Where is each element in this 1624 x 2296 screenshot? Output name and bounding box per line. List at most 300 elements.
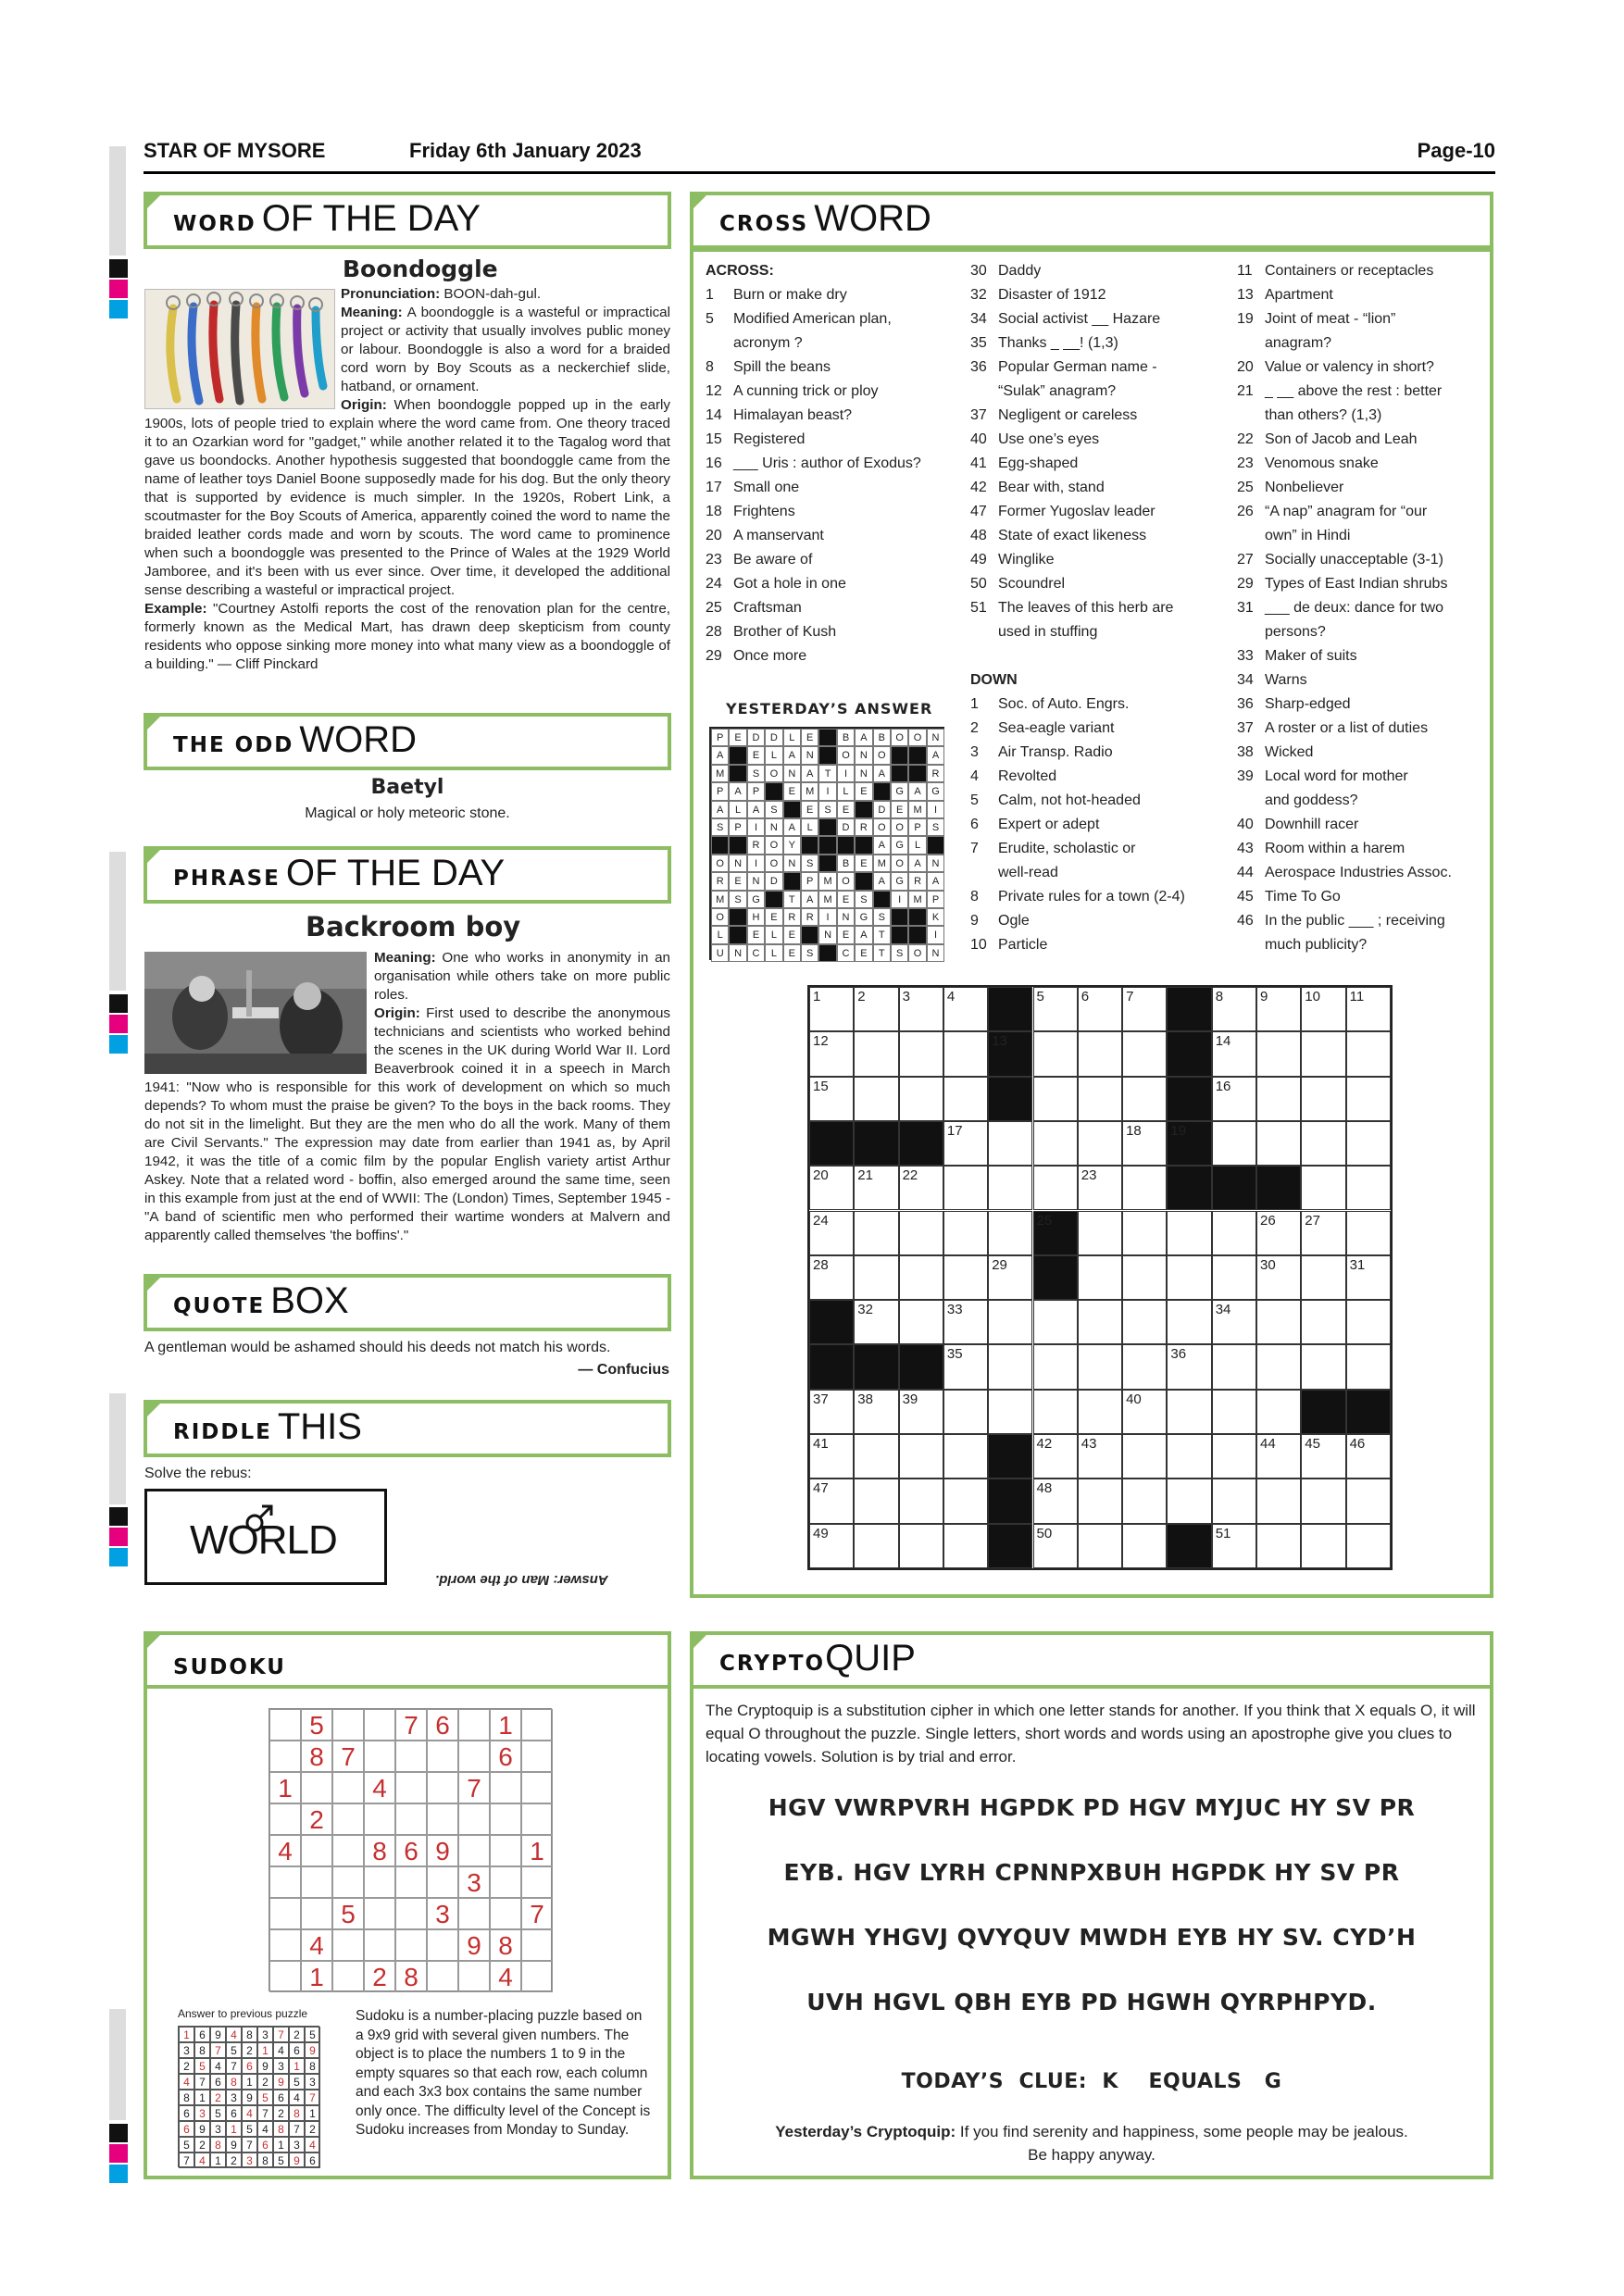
sudoku-cell[interactable] [269,1898,301,1929]
sudoku-cell[interactable] [490,1803,521,1835]
sudoku-cell[interactable] [490,1772,521,1803]
sudoku-cell[interactable]: 2 [301,1803,332,1835]
crossword-cell[interactable] [1122,1166,1167,1210]
crossword-cell[interactable] [1301,1077,1345,1121]
sudoku-cell[interactable] [521,1772,553,1803]
crossword-cell[interactable] [1212,1031,1256,1076]
crossword-cell[interactable] [1256,1524,1301,1568]
crossword-cell[interactable] [1256,1344,1301,1389]
clue-number: 35 [970,335,987,351]
crossword-cell[interactable] [1078,1300,1122,1344]
crossword-cell[interactable] [1256,1121,1301,1166]
sudoku-cell[interactable]: 9 [458,1929,490,1961]
crossword-cell[interactable] [1212,987,1256,1031]
crossword-cell[interactable] [988,1211,1032,1255]
crossword-cell[interactable] [1346,1524,1391,1568]
crossword-cell[interactable] [988,1121,1032,1166]
sudoku-cell[interactable]: 8 [364,1835,395,1866]
word-of-day-text [144,285,670,674]
sudoku-cell[interactable]: 2 [364,1961,395,1992]
crossword-cell[interactable] [1078,1255,1122,1300]
crossword-cell[interactable] [1212,1524,1256,1568]
clue-number: 8 [706,359,714,375]
crossword-cell[interactable] [809,1255,854,1300]
crossword-cell[interactable] [854,1390,898,1434]
yesterday-cell [855,836,872,854]
sudoku-cell[interactable] [458,1709,490,1741]
sudoku-cell[interactable] [332,1709,364,1741]
answer-cell: 4 [194,2152,210,2168]
corner-flag-icon [144,192,164,212]
sudoku-cell[interactable] [269,1866,301,1898]
clue-number: 16 [706,455,722,471]
sudoku-cell[interactable] [332,1772,364,1803]
crossword-cell[interactable] [1256,1479,1301,1523]
crossword-cell[interactable] [1122,1524,1167,1568]
yesterday-cell [837,836,855,854]
sudoku-cell[interactable]: 1 [521,1835,553,1866]
crossword-cell[interactable] [1346,1479,1391,1523]
crossword-cell[interactable] [1033,1031,1078,1076]
sudoku-cell[interactable]: 7 [395,1709,427,1741]
crossword-cell[interactable] [1122,1031,1167,1076]
crossword-cell[interactable] [1256,987,1301,1031]
crossword-cell[interactable] [988,1390,1032,1434]
crossword-cell[interactable] [1122,1121,1167,1166]
yesterday-cell: E [801,729,818,746]
crossword-cell[interactable] [1256,1077,1301,1121]
sudoku-cell[interactable] [427,1803,458,1835]
crossword-cell[interactable] [1167,1479,1211,1523]
rebus-word: WORLD [190,1517,337,1563]
clue-text: Value or valency in short? [1265,359,1434,375]
crossword-cell[interactable] [1033,1077,1078,1121]
crossword-cell[interactable] [988,1344,1032,1389]
crossword-cell[interactable] [1122,1211,1167,1255]
sudoku-cell[interactable] [395,1866,427,1898]
sudoku-cell[interactable] [395,1898,427,1929]
yesterday-cell: E [837,801,855,818]
crossword-cell[interactable] [1033,1434,1078,1479]
answer-cell: 8 [289,2105,305,2121]
sudoku-cell[interactable] [301,1898,332,1929]
crossword-cell[interactable] [1301,1344,1345,1389]
sudoku-cell[interactable] [521,1803,553,1835]
crossword-cell[interactable] [1167,1255,1211,1300]
sudoku-cell[interactable] [521,1709,553,1741]
crossword-cell[interactable] [1078,1479,1122,1523]
crossword-cell[interactable] [854,1524,898,1568]
clue-text: Soc. of Auto. Engrs. [998,696,1130,712]
crossword-cell[interactable] [1256,1255,1301,1300]
crossword-cell[interactable] [1078,1077,1122,1121]
sudoku-cell[interactable] [364,1898,395,1929]
sudoku-cell[interactable] [427,1961,458,1992]
crossword-cell[interactable] [809,987,854,1031]
crossword-cell[interactable] [943,1344,988,1389]
crossword-cell[interactable] [1301,1166,1345,1210]
sudoku-cell[interactable]: 8 [490,1929,521,1961]
crossword-cell[interactable] [1212,1344,1256,1389]
crossword-cell[interactable] [854,1211,898,1255]
crossword-cell[interactable] [809,1434,854,1479]
sudoku-cell[interactable] [332,1929,364,1961]
crossword-cell[interactable] [899,1300,943,1344]
clue-text: much publicity? [1265,937,1368,953]
yesterday-cell: O [711,908,729,926]
crossword-cell[interactable] [899,1211,943,1255]
sudoku-cell[interactable] [269,1929,301,1961]
crossword-cell[interactable] [1078,1166,1122,1210]
crossword-cell[interactable] [1033,1479,1078,1523]
title-big: OF THE DAY [261,198,481,239]
sudoku-cell[interactable]: 9 [427,1835,458,1866]
sudoku-cell[interactable] [458,1741,490,1772]
yesterday-cell: N [783,855,801,872]
sudoku-cell[interactable] [269,1741,301,1772]
yesterday-cell: B [873,729,891,746]
sudoku-cell[interactable] [364,1803,395,1835]
crossword-cell[interactable] [1033,1121,1078,1166]
crossword-cell[interactable] [899,1031,943,1076]
sudoku-cell[interactable] [521,1929,553,1961]
title-big: WORD [814,198,931,239]
clue-number: 33 [1237,648,1254,664]
crossword-cell[interactable] [943,1390,988,1434]
crossword-cell[interactable] [1122,1255,1167,1300]
clue-text: persons? [1265,624,1326,640]
clue-text: Room within a harem [1265,841,1405,856]
clue-text: Social activist __ Hazare [998,311,1161,327]
registration-cyan [109,300,128,318]
yesterday-cell: A [873,836,891,854]
crossword-cell[interactable] [1346,1077,1391,1121]
sudoku-cell[interactable] [269,1961,301,1992]
crossword-cell[interactable] [809,1390,854,1434]
sudoku-cell[interactable] [332,1835,364,1866]
crossword-cell[interactable] [943,1166,988,1210]
crossword-cell[interactable] [1301,1300,1345,1344]
answer-cell: 1 [179,2027,194,2042]
crossword-cell[interactable] [1212,1390,1256,1434]
sudoku-cell[interactable]: 6 [490,1741,521,1772]
crossword-cell[interactable] [1122,1344,1167,1389]
crossword-cell[interactable] [1346,1211,1391,1255]
crossword-cell[interactable] [899,1479,943,1523]
crossword-cell[interactable] [1167,1300,1211,1344]
yesterday-cell [855,872,872,890]
crossword-cell[interactable] [1346,1434,1391,1479]
crossword-block [809,1344,854,1389]
crossword-cell[interactable] [1256,1211,1301,1255]
yesterday-cell: L [765,746,782,764]
crossword-cell[interactable] [1212,1211,1256,1255]
sudoku-cell[interactable] [427,1929,458,1961]
crossword-cell[interactable] [899,1434,943,1479]
clue-text: and goddess? [1265,792,1358,808]
sudoku-cell[interactable] [301,1866,332,1898]
sudoku-cell[interactable] [269,1709,301,1741]
sudoku-cell[interactable]: 7 [521,1898,553,1929]
crossword-cell[interactable] [1301,1524,1345,1568]
crossword-cell[interactable] [854,1300,898,1344]
crossword-cell[interactable] [1033,1300,1078,1344]
crossword-cell[interactable] [1122,987,1167,1031]
crossword-cell[interactable] [1212,1255,1256,1300]
sudoku-cell[interactable] [458,1898,490,1929]
crossword-cell[interactable] [1212,1479,1256,1523]
crossword-cell[interactable] [899,1166,943,1210]
crossword-cell[interactable] [1167,1344,1211,1389]
crossword-cell[interactable] [1078,1434,1122,1479]
sudoku-cell[interactable] [301,1835,332,1866]
crossword-cell[interactable] [943,1300,988,1344]
sudoku-cell[interactable]: 6 [395,1835,427,1866]
crossword-cell[interactable] [943,987,988,1031]
yesterday-cell: S [765,801,782,818]
sudoku-cell[interactable]: 1 [269,1772,301,1803]
crossword-cell[interactable] [899,987,943,1031]
crossword-cell[interactable] [854,987,898,1031]
sudoku-cell[interactable] [490,1835,521,1866]
crossword-cell[interactable] [943,1031,988,1076]
crossword-cell[interactable] [809,1077,854,1121]
crossword-cell[interactable] [1033,1344,1078,1389]
crossword-cell[interactable] [899,1077,943,1121]
sudoku-cell[interactable]: 8 [301,1741,332,1772]
clue-number-label: 1 [813,989,821,1004]
crossword-cell[interactable] [1078,987,1122,1031]
crossword-cell[interactable] [809,1524,854,1568]
crossword-cell[interactable] [943,1434,988,1479]
crossword-cell[interactable] [1033,1390,1078,1434]
clue-number: 36 [1237,696,1254,712]
crossword-cell[interactable] [1122,1300,1167,1344]
crossword-cell[interactable] [1301,1434,1345,1479]
yesterday-cell [729,746,746,764]
yesterday-cell: S [927,818,944,836]
crossword-cell[interactable] [1346,1344,1391,1389]
crossword-cell[interactable] [854,1255,898,1300]
crossword-cell[interactable] [1122,1077,1167,1121]
crossword-cell[interactable] [1301,1211,1345,1255]
crossword-cell[interactable] [1078,1524,1122,1568]
crossword-cell[interactable] [809,1211,854,1255]
clue-number-label: 37 [813,1391,829,1407]
sudoku-cell[interactable] [427,1741,458,1772]
registration-black [109,994,128,1013]
sudoku-cell[interactable] [395,1741,427,1772]
title-big: BOX [270,1280,349,1321]
sudoku-cell[interactable]: 6 [427,1709,458,1741]
crossword-cell[interactable] [1122,1390,1167,1434]
crossword-cell[interactable] [854,1434,898,1479]
crossword-cell[interactable] [943,1077,988,1121]
sudoku-cell[interactable] [269,1803,301,1835]
sudoku-cell[interactable] [427,1866,458,1898]
yesterday-cell: M [818,891,836,908]
crossword-cell[interactable] [854,1077,898,1121]
crossword-cell[interactable] [1256,1300,1301,1344]
crossword-cell[interactable] [988,1255,1032,1300]
sudoku-cell[interactable]: 4 [490,1961,521,1992]
yesterday-cell: E [729,729,746,746]
crossword-cell[interactable] [1346,1300,1391,1344]
crossword-cell[interactable] [1212,1121,1256,1166]
sudoku-cell[interactable] [458,1835,490,1866]
crossword-cell[interactable] [1078,1121,1122,1166]
sudoku-cell[interactable] [364,1866,395,1898]
previous-answer-label: Answer to previous puzzle [178,2007,308,2020]
title-small: QUOTE [173,1294,266,1318]
sudoku-cell[interactable] [332,1961,364,1992]
clue-text: Scoundrel [998,576,1066,592]
clue-number-label: 14 [1215,1033,1231,1050]
sudoku-cell[interactable] [364,1929,395,1961]
sudoku-cell[interactable] [301,1772,332,1803]
yesterday-cell [729,765,746,782]
crossword-cell[interactable] [988,1300,1032,1344]
crossword-cell[interactable] [943,1524,988,1568]
crossword-cell[interactable] [809,1479,854,1523]
crossword-cell[interactable] [1346,1031,1391,1076]
clue-line [1237,428,1487,452]
sudoku-cell[interactable]: 4 [301,1929,332,1961]
crossword-cell[interactable] [1122,1434,1167,1479]
sudoku-cell[interactable]: 3 [427,1898,458,1929]
crossword-cell[interactable] [1122,1479,1167,1523]
clue-text: Brother of Kush [733,624,837,640]
sudoku-cell[interactable]: 3 [458,1866,490,1898]
sudoku-cell[interactable]: 5 [332,1898,364,1929]
yesterday-cell: R [801,908,818,926]
sudoku-cell[interactable]: 8 [395,1961,427,1992]
crossword-cell[interactable] [1078,1211,1122,1255]
sudoku-cell[interactable] [364,1709,395,1741]
crossword-cell[interactable] [809,1166,854,1210]
yesterday-cell: N [783,765,801,782]
sudoku-cell[interactable] [490,1866,521,1898]
sudoku-cell[interactable] [521,1741,553,1772]
yesterday-cell: M [873,855,891,872]
rebus-box [144,1489,387,1585]
crossword-cell[interactable] [1301,1255,1345,1300]
sudoku-cell[interactable]: 5 [301,1709,332,1741]
crossword-cell[interactable] [1078,1390,1122,1434]
crossword-cell[interactable] [1346,1255,1391,1300]
sudoku-cell[interactable]: 1 [301,1961,332,1992]
clue-number-label: 34 [1215,1302,1231,1318]
crossword-cell[interactable] [1078,1344,1122,1389]
crossword-cell[interactable] [1301,1121,1345,1166]
crossword-cell[interactable] [1346,1166,1391,1210]
yesterday-cell: E [783,926,801,943]
crossword-cell[interactable] [1212,1300,1256,1344]
yesterday-cell: D [837,818,855,836]
clue-number-label: 24 [813,1212,829,1229]
crossword-cell[interactable] [1033,1524,1078,1568]
answer-cell: 4 [210,2058,226,2074]
crossword-cell[interactable] [1212,1434,1256,1479]
clue-number-label: 40 [1126,1391,1142,1407]
sudoku-cell[interactable] [332,1866,364,1898]
sudoku-cell[interactable]: 4 [269,1835,301,1866]
crossword-cell[interactable] [854,1479,898,1523]
sudoku-cell[interactable] [395,1772,427,1803]
crossword-cell[interactable] [1033,987,1078,1031]
sudoku-cell[interactable]: 7 [332,1741,364,1772]
clue-number: 27 [1237,552,1254,568]
yesterday-cryptoquip-text: If you find serenity and happiness, some people may be jealous. [956,2123,1408,2140]
clue-text: The leaves of this herb are [998,600,1174,616]
crossword-cell[interactable] [899,1390,943,1434]
sudoku-cell[interactable]: 4 [364,1772,395,1803]
yesterday-cell: N [855,746,872,764]
sudoku-cell[interactable] [395,1929,427,1961]
crossword-cell[interactable] [1346,987,1391,1031]
crossword-cell[interactable] [854,1166,898,1210]
answer-cell: 3 [289,2137,305,2152]
sudoku-cell[interactable] [395,1803,427,1835]
crossword-cell[interactable] [1301,987,1345,1031]
clue-number: 23 [706,552,722,568]
yesterday-cell: O [891,855,908,872]
sudoku-cell[interactable] [521,1866,553,1898]
clue-line [970,404,1228,428]
crossword-cell[interactable] [943,1479,988,1523]
sudoku-cell[interactable] [458,1961,490,1992]
crossword-cell[interactable] [1256,1390,1301,1434]
crossword-cell[interactable] [943,1255,988,1300]
sudoku-cell[interactable] [521,1961,553,1992]
sudoku-cell[interactable] [332,1803,364,1835]
crossword-cell[interactable] [1301,1031,1345,1076]
crossword-cell[interactable] [1078,1031,1122,1076]
crossword-cell[interactable] [1167,1390,1211,1434]
crossword-title-rule [690,248,1493,252]
crossword-cell[interactable] [1301,1479,1345,1523]
yesterday-cell: I [818,782,836,800]
crossword-cell[interactable] [899,1255,943,1300]
sudoku-cell[interactable]: 1 [490,1709,521,1741]
crossword-cell[interactable] [1033,1166,1078,1210]
crossword-cell[interactable] [1167,1434,1211,1479]
yesterday-cell: N [818,926,836,943]
crossword-cell[interactable] [1212,1077,1256,1121]
sudoku-cell[interactable] [490,1898,521,1929]
crossword-cell[interactable] [1256,1434,1301,1479]
crossword-cell[interactable] [809,1031,854,1076]
clue-number-label: 5 [1036,989,1044,1004]
clue-line [970,717,1228,741]
sudoku-cell[interactable] [427,1772,458,1803]
sudoku-cell[interactable] [364,1741,395,1772]
clue-number: 1 [706,287,714,303]
crossword-cell[interactable] [1167,1211,1211,1255]
crossword-cell[interactable] [988,1166,1032,1210]
crossword-cell[interactable] [854,1031,898,1076]
answer-cell: 5 [289,2074,305,2090]
crossword-cell[interactable] [943,1121,988,1166]
clue-number [706,331,733,356]
clue-line [1237,668,1487,693]
crossword-cell[interactable] [899,1524,943,1568]
crossword-cell[interactable] [1346,1121,1391,1166]
crossword-cell[interactable] [1256,1031,1301,1076]
sudoku-cell[interactable] [458,1803,490,1835]
sudoku-cell[interactable]: 7 [458,1772,490,1803]
crossword-cell[interactable] [943,1211,988,1255]
